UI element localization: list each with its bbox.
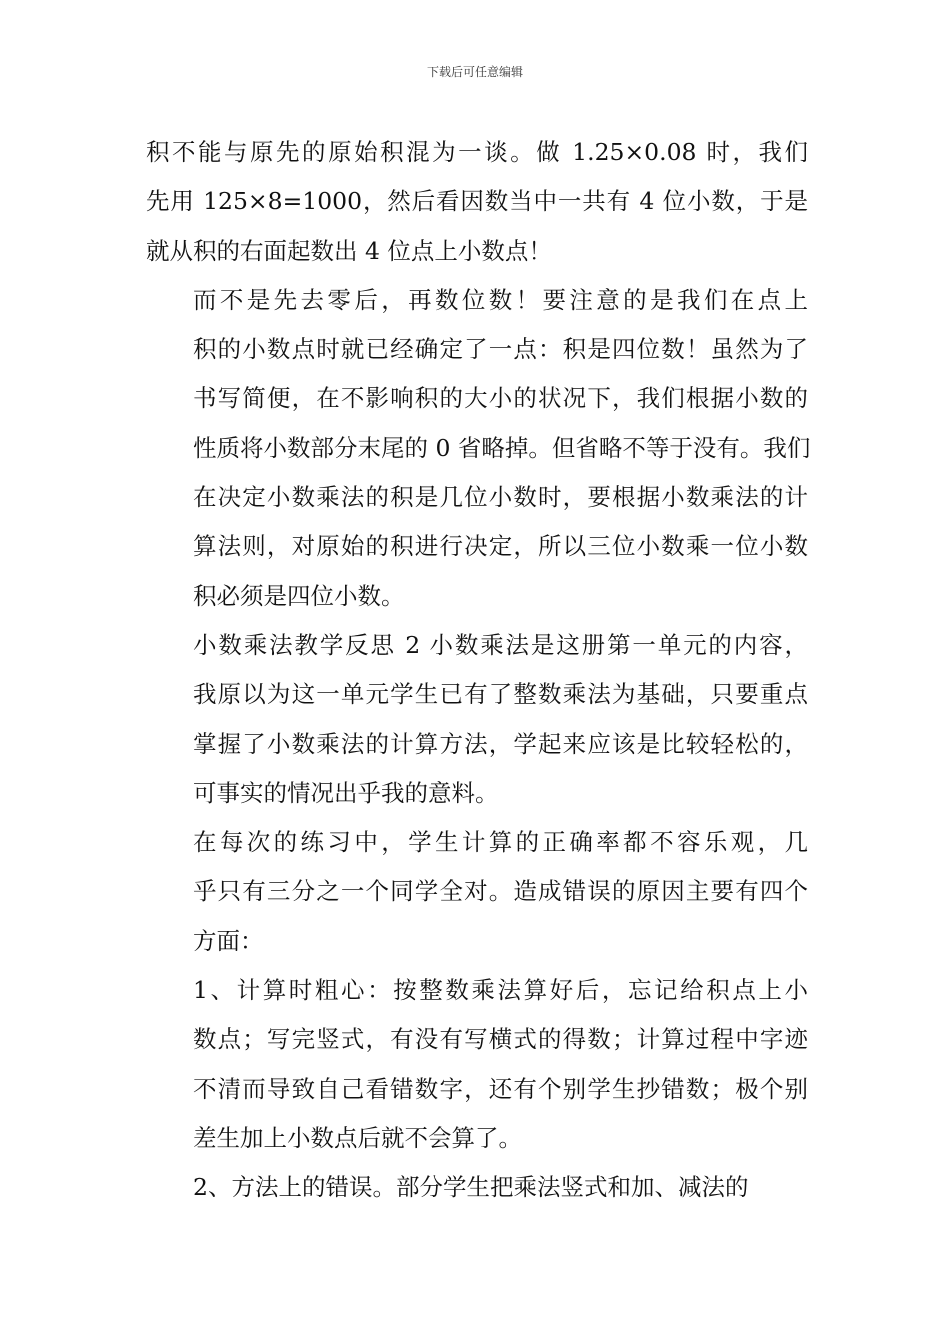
paragraph (146, 818, 808, 966)
text-line: 我原以为这一单元学生已有了整数乘法为基础，只要重点 (193, 680, 808, 709)
paragraph (146, 1163, 808, 1212)
text-line: 不清而导致自己看错数字，还有个别学生抄错数；极个别 (193, 1074, 808, 1103)
text-line: 数点；写完竖式，有没有写横式的得数；计算过程中字迹 (193, 1025, 808, 1054)
page-header: 下载后可任意编辑 (426, 65, 523, 79)
text-line: 在决定小数乘法的积是几位小数时，要根据小数乘法的计 (193, 483, 808, 512)
text-line: 性质将小数部分末尾的 0 省略掉。但省略不等于没有。我们 (193, 433, 811, 462)
text-line: 掌握了小数乘法的计算方法，学起来应该是比较轻松的， (193, 729, 808, 758)
text-line: 1、计算时粗心：按整数乘法算好后，忘记给积点上小 (193, 976, 808, 1005)
text-line: 积的小数点时就已经确定了一点：积是四位数！虽然为了 (193, 335, 808, 364)
text-line: 可事实的情况出乎我的意料。 (193, 778, 499, 807)
document-body (146, 128, 811, 1213)
text-line: 积必须是四位小数。 (193, 581, 405, 610)
paragraph (146, 966, 808, 1163)
text-line: 方面： (193, 926, 264, 955)
text-line: 书写简便，在不影响积的大小的状况下，我们根据小数的 (193, 384, 808, 413)
text-line: 而不是先去零后，再数位数！要注意的是我们在点上 (193, 285, 808, 314)
text-line: 积不能与原先的原始积混为一谈。做 1.25×0.08 时，我们 (146, 138, 808, 166)
text-line: 差生加上小数点后就不会算了。 (193, 1123, 522, 1152)
paragraph (146, 621, 808, 818)
text-line: 就从积的右面起数出 4 位点上小数点！ (146, 236, 552, 265)
paragraph (146, 276, 811, 621)
text-line: 乎只有三分之一个同学全对。造成错误的原因主要有四个 (193, 877, 808, 906)
text-line: 2、方法上的错误。部分学生把乘法竖式和加、减法的 (193, 1173, 749, 1202)
paragraph (146, 128, 808, 276)
text-line: 在每次的练习中，学生计算的正确率都不容乐观，几 (193, 828, 808, 857)
text-line: 算法则，对原始的积进行决定，所以三位小数乘一位小数 (193, 532, 808, 561)
text-line: 先用 125×8=1000，然后看因数当中一共有 4 位小数，于是 (146, 187, 808, 216)
text-line: 小数乘法教学反思 2 小数乘法是这册第一单元的内容， (193, 630, 808, 659)
